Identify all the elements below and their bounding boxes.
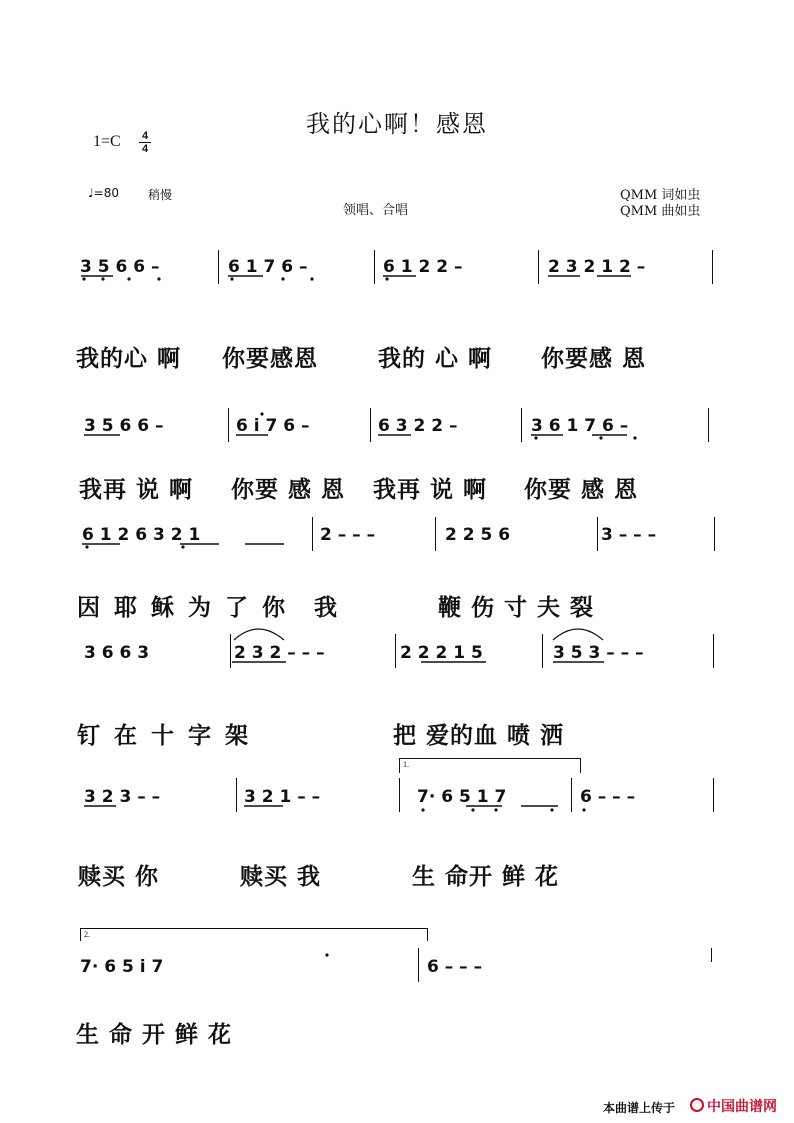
lyricist-credit: QMM 词如虫 [620,188,701,203]
octave-dots [82,277,639,956]
lyric-line: 你要 感 恩 [231,477,346,503]
measure: 3 5 6 6 – [84,416,164,436]
low-octave-dot [157,277,160,280]
measure: 2 2 2 1 5 [400,643,483,663]
measure: 6 1 7 6 – [228,257,308,277]
lyric-line: 你要感 恩 [541,346,647,372]
lyric-line: 我 [314,595,338,621]
measure: 7· 6 5 1 7 [417,787,507,807]
site-logo [690,1096,777,1116]
first-ending-label: 1. [403,760,409,769]
site-name: 中国曲谱网 [707,1099,777,1115]
upload-note: 本曲谱上传于 [603,1101,676,1115]
low-octave-dot [127,277,130,280]
measure: 3 – – – [601,525,657,545]
slur [553,629,603,640]
lyric-line: 赎买 我 [240,864,322,890]
high-octave-dot [325,953,328,956]
measure: 3 5 6 6 – [80,257,160,277]
measure: 6 – – – [580,787,636,807]
lyric-line: 鞭 伤 寸 夫 裂 [438,595,595,621]
lyric-line: 我再 说 啊 [373,477,488,503]
measure: 6 1 2 2 – [383,257,463,277]
low-octave-dot [421,808,424,811]
measure: 6 – – – [427,957,483,977]
low-octave-dot [582,808,585,811]
lyric-line: 我再 说 啊 [79,477,194,503]
second-ending-label: 2. [84,930,90,939]
low-octave-dot [385,277,388,280]
lyric-line: 生 命开 鲜 花 [412,864,560,890]
low-octave-dot [471,808,474,811]
low-octave-dot [181,545,184,548]
low-octave-dot [633,436,636,439]
slur [234,629,284,640]
logo-icon [690,1098,704,1112]
measure: 7· 6 5 i 7 [80,957,164,977]
low-octave-dot [82,277,85,280]
lyric-line: 你要感恩 [222,346,318,372]
measure: 2 3 2 1 2 – [548,257,646,277]
beam-lines [81,276,631,806]
measure: 2 3 2 – – – [234,643,325,663]
measure: 3 2 3 – – [84,787,161,807]
measure: 6 3 2 2 – [378,416,458,436]
low-octave-dot [599,436,602,439]
lyric-line: 你要 感 恩 [524,477,639,503]
composer-credit: QMM 曲如虫 [620,204,701,219]
time-signature-top: 4 [141,130,149,142]
low-octave-dot [101,277,104,280]
low-octave-dot [85,545,88,548]
tempo-word: 稍慢 [148,188,173,202]
lyric-line: 钉 在 十 字 架 [77,723,252,749]
measure: 6 i 7 6 – [236,416,310,436]
low-octave-dot [534,436,537,439]
lyric-line: 赎买 你 [78,864,160,890]
measure: 6 1 2 6 3 2 1 [82,525,201,545]
low-octave-dot [310,277,313,280]
tempo-marking: ♩=80 [88,186,119,200]
slur-lines [234,629,603,640]
measure: 2 2 5 6 [445,525,511,545]
lyric-line: 我的 心 啊 [378,346,493,372]
lyric-line: 我的心 啊 [76,346,182,372]
measure: 3 6 1 7 6 – [531,416,629,436]
page-title: 我的心啊！感恩 [306,110,488,138]
measure: 3 5 3 – – – [553,643,644,663]
performance-note: 领唱、合唱 [343,203,409,218]
low-octave-dot [230,277,233,280]
low-octave-dot [494,808,497,811]
measure: 3 2 1 – – [244,787,321,807]
lyric-line: 因 耶 稣 为 了 你 [77,595,289,621]
key-signature: 1=C [93,133,121,150]
lyric-line: 把 爱的血 喷 洒 [393,723,565,749]
measure: 3 6 6 3 [84,643,150,663]
low-octave-dot [550,808,553,811]
high-octave-dot [260,412,263,415]
lyric-line: 生 命 开 鲜 花 [76,1022,233,1048]
time-signature-bottom: 4 [141,143,149,155]
low-octave-dot [281,277,284,280]
measure: 2 – – – [320,525,376,545]
